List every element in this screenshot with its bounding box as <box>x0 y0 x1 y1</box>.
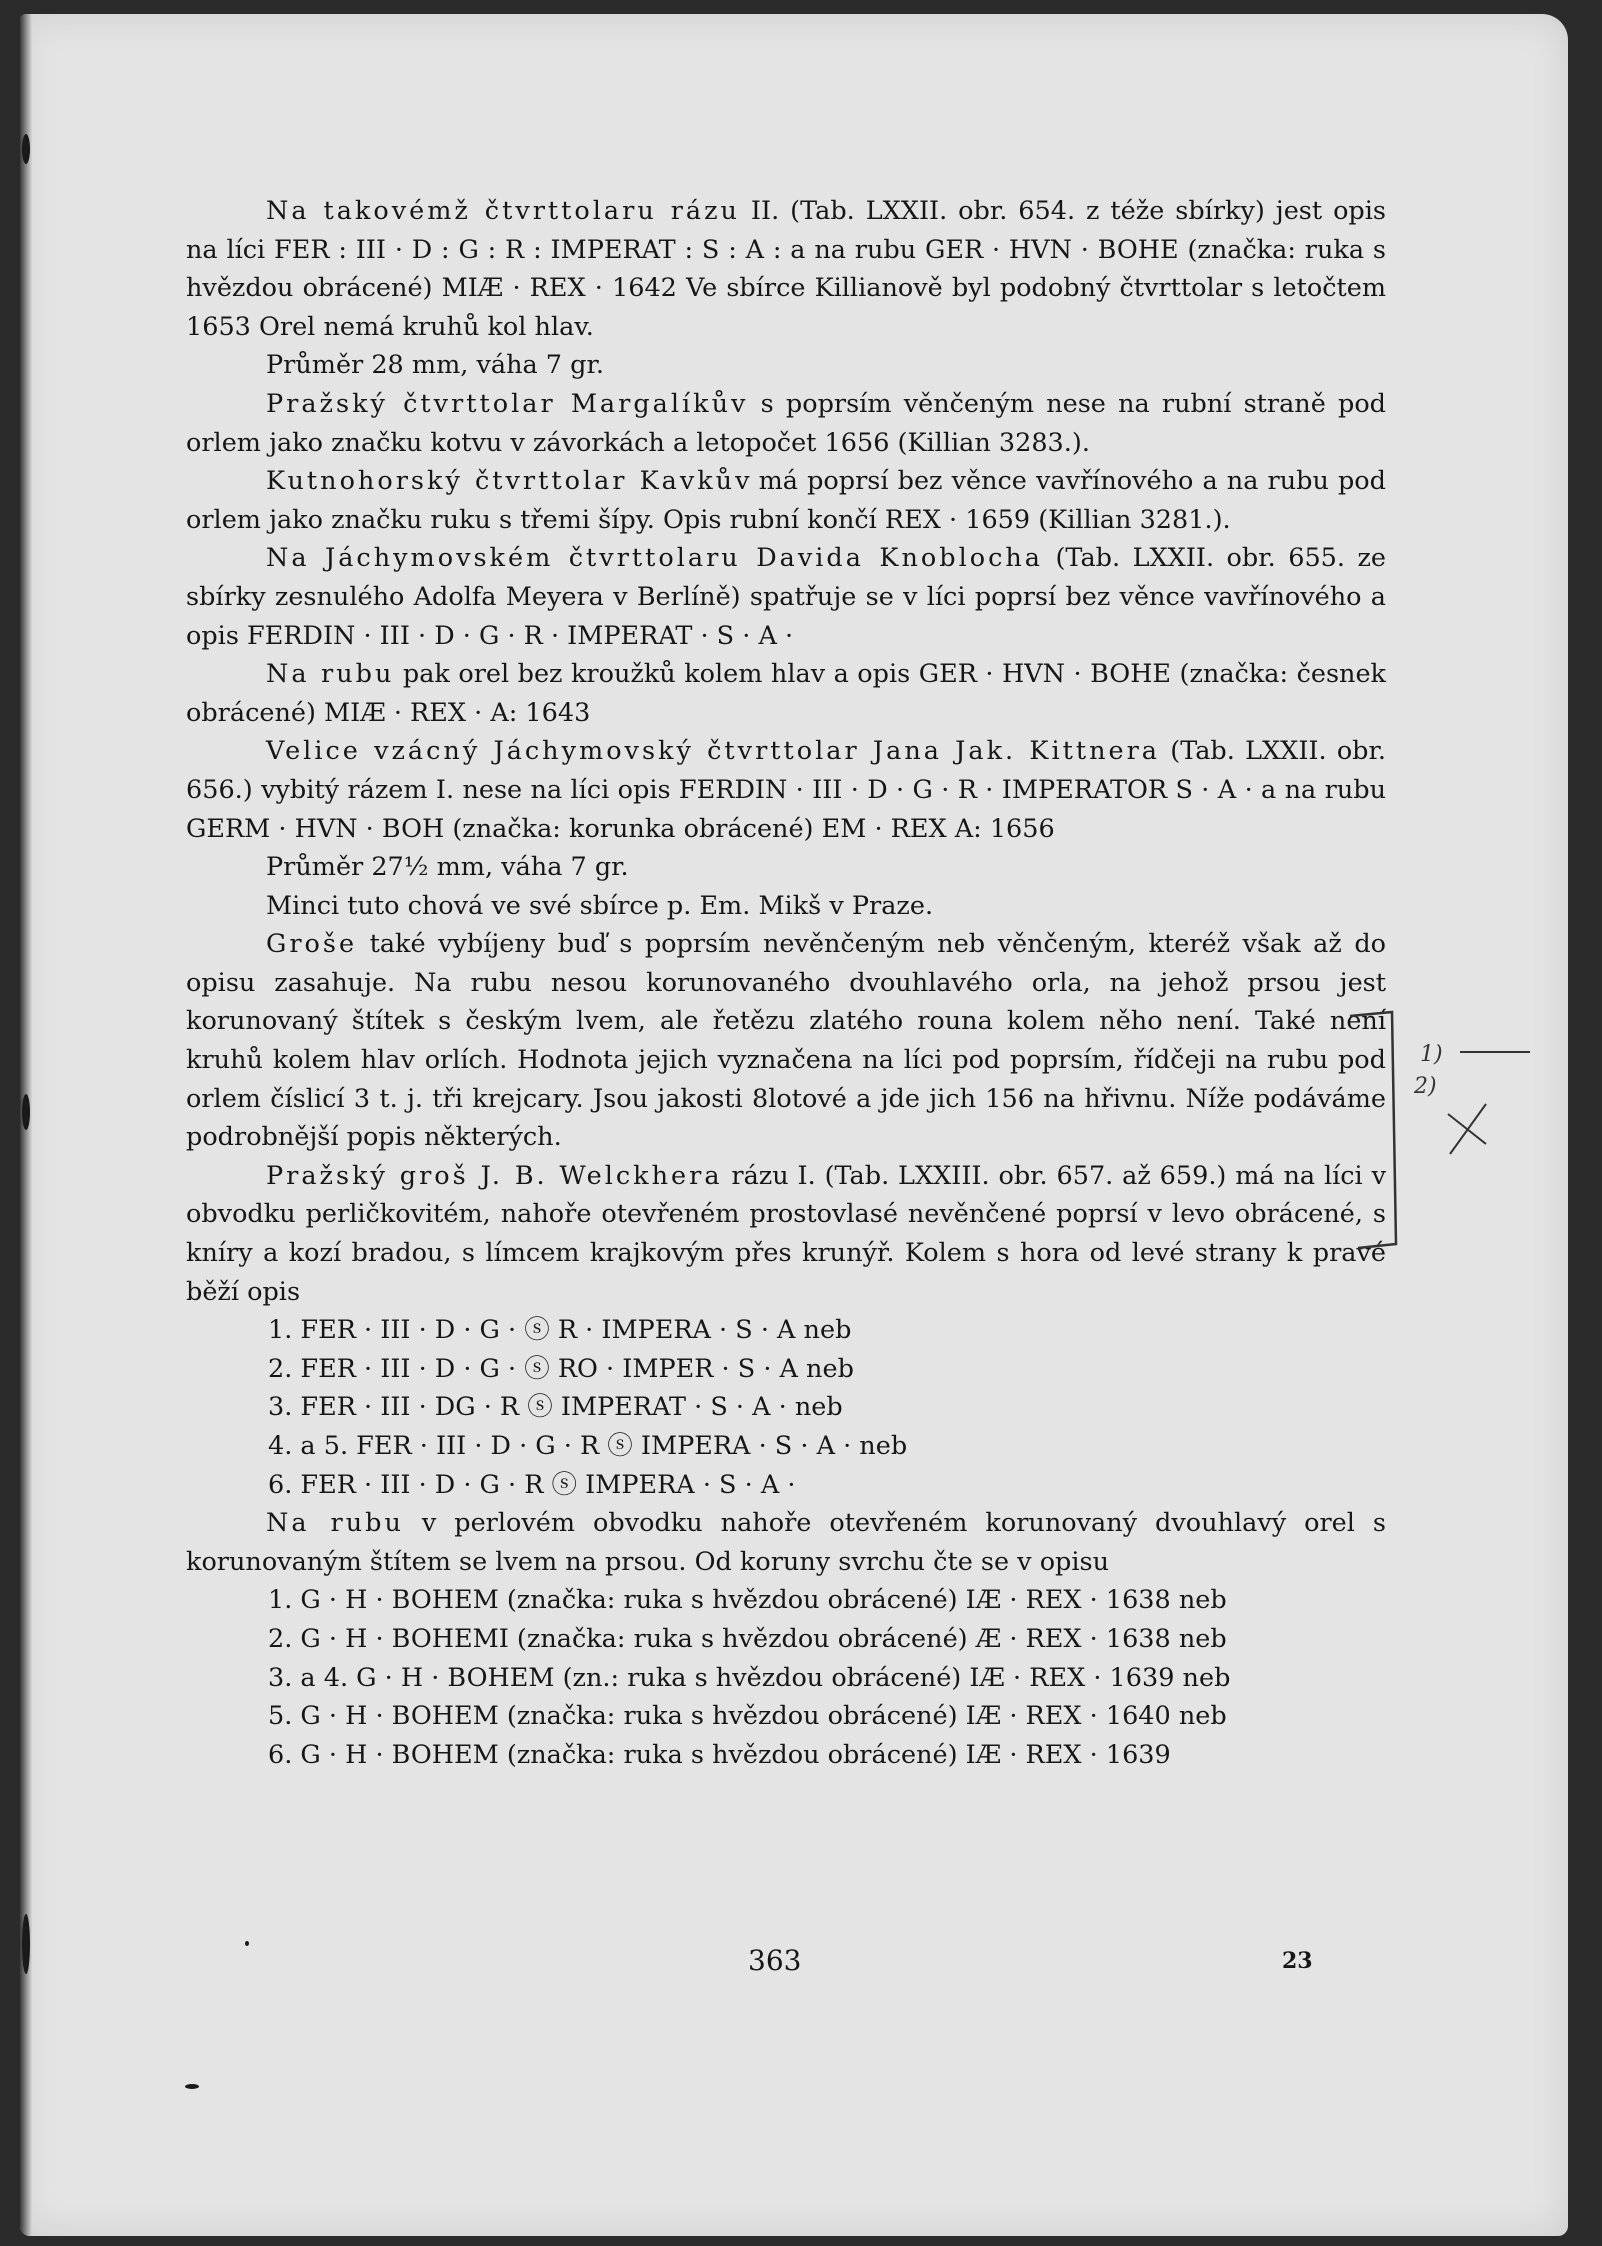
reverse-list-item: 1. G · H · BOHEM (značka: ruka s hvězdou obrácené) IÆ · REX · 1638 neb <box>268 1585 1227 1616</box>
scan-speck <box>22 1094 30 1130</box>
paragraph-lead: Pražský groš J. B. Welckhera <box>266 1160 723 1191</box>
paragraph-9 <box>186 887 1386 926</box>
signature-mark: 23 <box>1282 1948 1313 1974</box>
scan-speck <box>22 1914 30 1974</box>
paragraph-lead: Velice vzácný Jáchymovský čtvrttolar Jana Jak. Kittnera <box>266 736 1161 767</box>
paragraph-text: (Tab. LXXII. obr. 655. ze sbírky zesnulého Adolfa Meyera v Berlíně) spatřuje se v líci poprsí bez věnce vavřínového a opis FERDIN · III · D · G · R · IMPERAT · S · A · <box>186 543 1387 651</box>
paragraph-lead: Na rubu <box>266 1508 404 1539</box>
paragraph-lead: Na rubu <box>266 659 395 690</box>
paragraph-5 <box>186 539 1386 655</box>
paragraph-lead: Pražský čtvrttolar Margalíkův <box>266 388 749 419</box>
paragraph-text: s poprsím věnčeným nese na rubní straně pod orlem jako značku kotvu v závorkách a letopočet 1656 (Killian 3283.). <box>186 388 1387 458</box>
scan-speck <box>245 1941 249 1946</box>
paragraph-8 <box>186 848 1386 887</box>
reverse-list-item: 3. a 4. G · H · BOHEM (zn.: ruka s hvězdou obrácené) IÆ · REX · 1639 neb <box>268 1662 1231 1693</box>
paragraph-text: rázu I. (Tab. LXXIII. obr. 657. až 659.) má na líci v obvodku perličkovitém, nahoře otevřeném prostovlasé nevěnčené poprsí v levo obrácené, s kníry a kozí bradou, s límcem krajkovým přes krunýř. Kolem s hora od levé strany k pravé běží opis <box>186 1160 1386 1307</box>
page-body-text <box>186 192 1386 1774</box>
obverse-list-item: 1. FER · III · D · G · ⓢ R · IMPERA · S · A neb <box>268 1315 852 1346</box>
scan-speck <box>185 2084 199 2089</box>
scanned-page <box>20 14 1568 2236</box>
reverse-list-item: 5. G · H · BOHEM (značka: ruka s hvězdou obrácené) IÆ · REX · 1640 neb <box>268 1701 1227 1732</box>
paragraph-3 <box>186 385 1386 462</box>
reverse-list-item: 2. G · H · BOHEMI (značka: ruka s hvězdou obrácené) Æ · REX · 1638 neb <box>268 1623 1227 1654</box>
paragraph-lead: Groše <box>266 929 358 960</box>
obverse-list-item: 3. FER · III · DG · R ⓢ IMPERAT · S · A · neb <box>268 1392 843 1423</box>
scan-speck <box>22 134 30 164</box>
paragraph-text: v má poprsí bez věnce vavřínového a na rubu pod orlem jako značku ruku s třemi šípy. Opis rubní končí REX · 1659 (Killian 3281.). <box>186 466 1386 535</box>
paragraph-text: Průměr 27½ mm, váha 7 gr. <box>266 852 629 883</box>
obverse-list-item: 6. FER · III · D · G · R ⓢ IMPERA · S · A · <box>268 1469 796 1500</box>
paragraph-text: Minci tuto chová ve své sbírce p. Em. Mikš v Praze. <box>266 890 934 921</box>
paragraph-7 <box>186 732 1386 848</box>
paragraph-text: v perlovém obvodku nahoře otevřeném korunovaný dvouhlavý orel s korunovaným štítem se lvem na prsou. Od koruny svrchu čte se v opisu <box>186 1508 1386 1577</box>
reverse-list-item: 6. G · H · BOHEM (značka: ruka s hvězdou obrácené) IÆ · REX · 1639 <box>268 1739 1171 1770</box>
paragraph-text: také vybíjeny buď s poprsím nevěnčeným neb věnčeným, kteréž však až do opisu zasahuje. Na rubu nesou korunovaného dvouhlavého orla, na jehož prsou jest korunovaný štítek s českým lvem, ale řetězu zlatého rouna kolem něho není. Také není kruhů kolem hlav orlích. Hodnota jejich vyznačena na líci pod poprsím, řídčeji na rubu pod orlem číslicí 3 t. j. tři krejcary. Jsou jakosti 8lotové a jde jich 156 na hřivnu. Níže podáváme podrobnější popis některých. <box>186 929 1386 1153</box>
paragraph-text: II. (Tab. LXXII. obr. 654. z téže sbírky) jest opis na líci FER : III · D : G : R : IMPERAT : S : A : a na rubu GER · HVN · BOHE (značka: ruka s hvězdou obrácené) MIÆ · REX · 1642 Ve sbírce Killianově byl podobný čtvrttolar s letočtem 1653 Orel nemá kruhů kol hlav. <box>186 196 1386 342</box>
obverse-list-item: 4. a 5. FER · III · D · G · R ⓢ IMPERA · S · A · neb <box>268 1431 908 1461</box>
page-number: 363 <box>748 1944 802 1977</box>
margin-note-1: 1) <box>1420 1042 1443 1067</box>
obverse-list-item: 2. FER · III · D · G · ⓢ RO · IMPER · S · A neb <box>268 1353 854 1384</box>
paragraph-lead: Kutnohorský čtvrttolar Kavků <box>266 466 736 497</box>
paragraph-6 <box>186 655 1386 732</box>
paragraph-text: Průměr 28 mm, váha 7 gr. <box>266 350 604 381</box>
paragraph-2 <box>186 346 1386 385</box>
paragraph-11 <box>186 1157 1386 1311</box>
paragraph-lead: Na Jáchymovském čtvrttolaru Davida Knoblocha <box>266 543 1043 574</box>
paragraph-text: (Tab. LXXII. obr. 656.) vybitý rázem I. nese na líci opis FERDIN · III · D · G · R · IMPERATOR S · A · a na rubu GERM · HVN · BOH (značka: korunka obrácené) EM · REX A: 1656 <box>186 736 1387 844</box>
reverse-paragraph <box>186 1504 1386 1581</box>
margin-note-2: 2) <box>1414 1074 1437 1099</box>
paragraph-lead: Na takovémž čtvrttolaru rázu <box>266 196 740 226</box>
paragraph-10 <box>186 925 1386 1157</box>
paragraph-4 <box>186 462 1386 539</box>
paragraph-1 <box>186 192 1386 346</box>
paragraph-text: pak orel bez kroužků kolem hlav a opis GER · HVN · BOHE (značka: česnek obrácené) MIÆ · REX · A: 1643 <box>186 659 1386 728</box>
